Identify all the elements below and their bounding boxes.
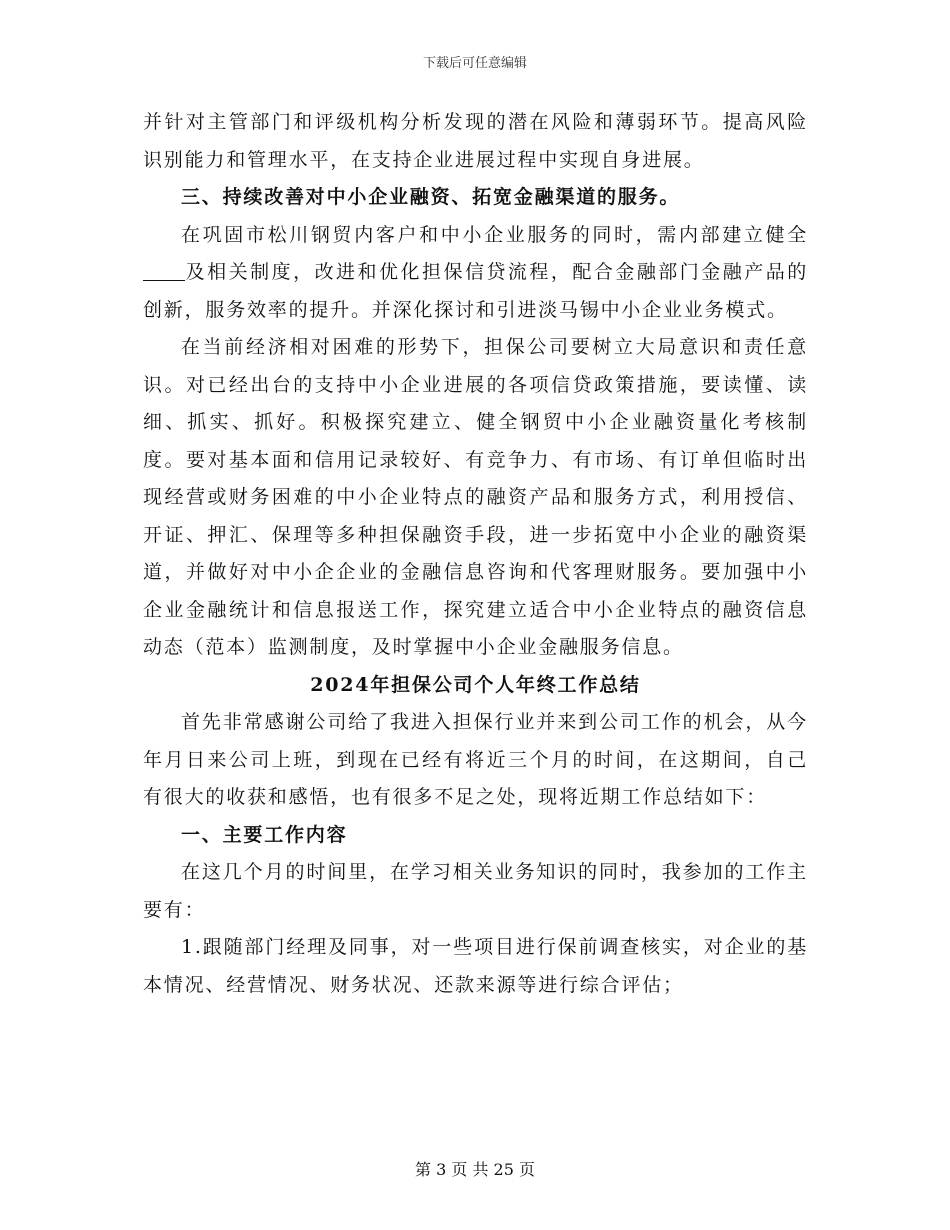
paragraph: 首先非常感谢公司给了我进入担保行业并来到公司工作的机会，从今年月日来公司上班，到现在已经有将近三个月的时间，在这期间，自己有很大的收获和感悟，也有很多不足之处，现将近期工作总结如下： — [143, 711, 808, 808]
section-heading: 三、持续改善对中小企业融资、拓宽金融渠道的服务。 — [181, 186, 681, 208]
list-item: 1.跟随部门经理及同事，对一些项目进行保前调查核实，对企业的基本情况、经营情况、财务状况、还款来源等进行综合评估； — [143, 936, 808, 996]
page-number: 第 3 页 共 25 页 — [415, 1160, 535, 1179]
paragraph: 在当前经济相对困难的形势下，担保公司要树立大局意识和责任意识。对已经出台的支持中小企业进展的各项信贷政策措施，要读懂、读细、抓实、抓好。积极探究建立、健全钢贸中小企业融资量化考核制度。要对基本面和信用记录较好、有竞争力、有市场、有订单但临时出现经营或财务困难的中小企业特点的融资产品和服务方式，利用授信、开证、押汇、保理等多种担保融资手段，进一步拓宽中小企业的融资渠道，并做好对中小企企业的金融信息咨询和代客理财服务。要加强中小企业金融统计和信息报送工作，探究建立适合中小企业特点的融资信息动态（范本）监测制度，及时掌握中小企业金融服务信息。 — [143, 336, 808, 658]
paragraph-text: 及相关制度，改进和优化担保信贷流程，配合金融部门金融产品的创新，服务效率的提升。并深化探讨和引进淡马锡中小企业业务模式。 — [143, 261, 808, 321]
paragraph: 在这几个月的时间里，在学习相关业务知识的同时，我参加的工作主要有： — [143, 861, 808, 921]
fill-in-blank — [143, 261, 185, 281]
document-body — [143, 104, 808, 1004]
paragraph-text: 在巩固市松川钢贸内客户和中小企业服务的同时，需内部建立健全 — [181, 223, 808, 246]
section-heading: 一、主要工作内容 — [181, 823, 348, 846]
document-title: 2024年担保公司个人年终工作总结 — [310, 673, 641, 696]
page-header: 下载后可任意编辑 — [422, 56, 527, 71]
paragraph: 并针对主管部门和评级机构分析发现的潜在风险和薄弱环节。提高风险识别能力和管理水平，在支持企业进展过程中实现自身进展。 — [143, 111, 808, 171]
paragraph — [143, 217, 808, 330]
